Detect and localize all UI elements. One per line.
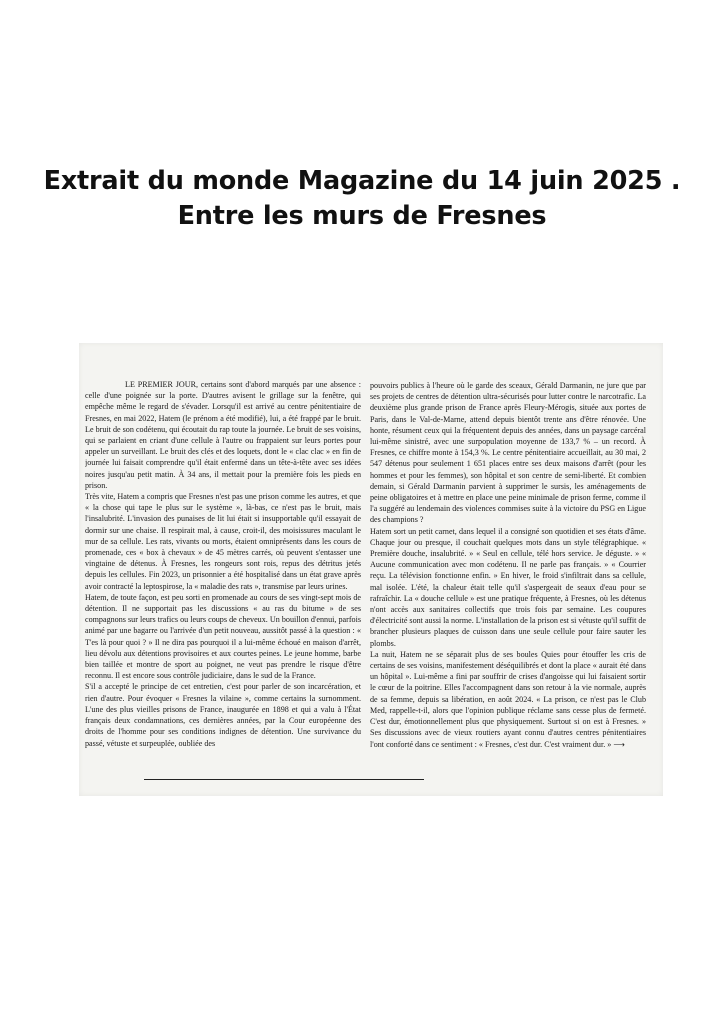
article-paragraph: S'il a accepté le principe de cet entretien, c'est pour parler de son incarcération, et rien d'autre. Pour évoquer « Fresnes la vilaine », comme certains la surnomment. L'une des plus vieilles prisons de France, inaugurée en 1898 et qui a valu à l'État français deux condamnations, ces dernières années, par la Cour européenne des droits de l'homme pour ses conditions indignes de détention. Une survivance du passé, vétuste et surpeuplée, oubliée des (85, 682, 361, 748)
article-paragraph: La nuit, Hatem ne se séparait plus de ses boules Quies pour étouffer les cris de certains de ses voisins, manifestement déséquilibrés et dont la place « aurait été dans un hôpital ». Lui-même a fini par souffrir de crises d'angoisse qui lui faisaient sortir le cœur de la poitrine. Elles l'accompagnent dans son retour à la vie normale, auprès de sa femme, depuis sa libération, en août 2024. « La prison, ce n'est pas le Club Med, rappelle-t-il, alors que l'opinion publique réclame sans cesse plus de fermeté. C'est dur, émotionnellement plus que physiquement. Surtout si on est à Fresnes. » Ses discussions avec de vieux routiers ayant connu d'autres centres pénitentiaires l'ont conforté dans ce sentiment : « Fresnes, c'est dur. C'est vraiment dur. » ⟶ (370, 649, 646, 749)
title-line-2: Entre les murs de Fresnes (177, 201, 547, 231)
article-paragraph: LE PREMIER JOUR, certains sont d'abord marqués par une absence : celle d'une poignée sur la porte. D'autres avisent le grillage sur la fenêtre, qui empêche même le regard de s'évader. Lorsqu'il est arrivé au centre pénitentiaire de Fresnes, en mai 2022, Hatem (le prénom a été modifié), lui, a été frappé par le bruit. Le bruit de son codétenu, qui écoutait du rap toute la journée. Le bruit de ses voisins, qui se parlaient en criant d'une cellule à l'autre ou frappaient sur leurs portes pour appeler un surveillant. Le bruit des clés et des loquets, dont le « clac clac » en fin de journée lui faisait comprendre qu'il était enfermé dans un tête-à-tête avec ses idées noires jusqu'au petit matin. À 34 ans, il mettait pour la première fois les pieds en prison. (85, 380, 361, 490)
article-scan (79, 343, 663, 796)
article-paragraph: pouvoirs publics à l'heure où le garde des sceaux, Gérald Darmanin, ne jure que par ses projets de centres de détention ultra-sécurisés pour lutter contre le narcotrafic. La deuxième plus grande prison de France après Fleury-Mérogis, située aux portes de Paris, dans le Val-de-Marne, attend depuis bientôt trente ans d'être rénovée. Une honte, résument ceux qui la fréquentent depuis des années, dans un paysage carcéral lui-même sinistré, avec une surpopulation moyenne de 133,7 % – un record. À Fresnes, ce chiffre monte à 154,3 %. Le centre pénitentiaire accueillait, au 30 mai, 2 547 détenus pour seulement 1 651 places entre ses deux maisons d'arrêt (pour les hommes et pour les femmes), son hôpital et son centre de semi-liberté. Et combien demain, si Gérald Darmanin parvient à supprimer le sursis, les aménagements de peine obligatoires et à mettre en place une peine minimale de prison ferme, comme il l'a suggéré au lendemain des violences commises suite à la victoire du PSG en Ligue des champions ? (370, 381, 646, 525)
article-paragraph: Hatem sort un petit carnet, dans lequel il a consigné son quotidien et ses états d'âme. Chaque jour ou presque, il couchait quelques mots dans un style télégraphique. « Première douche, insalubrité. » « Seul en cellule, télé hors service. Je déguste. » « Aucune communication avec mon codétenu. Il ne parle pas français. » « Courrier reçu. La télévision fonctionne enfin. » En hiver, le froid s'infiltrait dans sa cellule, mal isolée. L'été, la chaleur était telle qu'il s'aspergeait de seaux d'eau pour se rafraîchir. La « douche cellule » est une pratique fréquente, à Fresnes, où les détenus n'ont accès aux sanitaires collectifs que trois fois par semaine. Les coupures d'électricité sont aussi la norme. L'installation de la prison est si vétuste qu'il suffit de brancher plusieurs plaques de cuisson dans une seule cellule pour faire sauter les plombs. (370, 526, 646, 648)
article-paragraph: Très vite, Hatem a compris que Fresnes n'est pas une prison comme les autres, et que « la chose qui tape le plus sur le système », là-bas, ce n'est pas le bruit, mais l'insalubrité. L'invasion des punaises de lit lui était si insupportable qu'il essayait de dormir sur une chaise. Il respirait mal, à cause, croit-il, des moisissures maculant le mur de sa cellule. Les rats, vivants ou morts, étaient omniprésents dans les cours de promenade, ces « box à chevaux » de 45 mètres carrés, où peuvent s'entasser une vingtaine de détenus. À Fresnes, les rongeurs sont rois, repus des détritus jetés depuis les cellules. Fin 2023, un prisonnier a été hospitalisé dans un état grave après avoir contracté la leptospirose, la « maladie des rats », transmise par leurs urines. (85, 492, 361, 591)
article-paragraph: Hatem, de toute façon, est peu sorti en promenade au cours de ses vingt-sept mois de détention. Il ne supportait pas les discussions « au ras du bitume » de ses compagnons sur leurs trafics ou leurs coups de cheveux. Un bouillon d'ennui, parfois animé par une bagarre ou l'arrivée d'un petit nouveau, aussitôt passé à la question : « T'es là pour quoi ? » Il ne dira pas pourquoi il a lui-même échoué en maison d'arrêt, lieu dévolu aux détentions provisoires et aux courtes peines. Le jeune homme, barbe bien taillée et montre de sport au poignet, ne veut pas prendre le risque d'être reconnu. Il est encore sous contrôle judiciaire, dans le sud de la France. (85, 592, 361, 681)
page-title (0, 164, 724, 234)
title-line-1: Extrait du monde Magazine du 14 juin 2025 . (43, 166, 681, 196)
scan-shadow (79, 343, 663, 796)
